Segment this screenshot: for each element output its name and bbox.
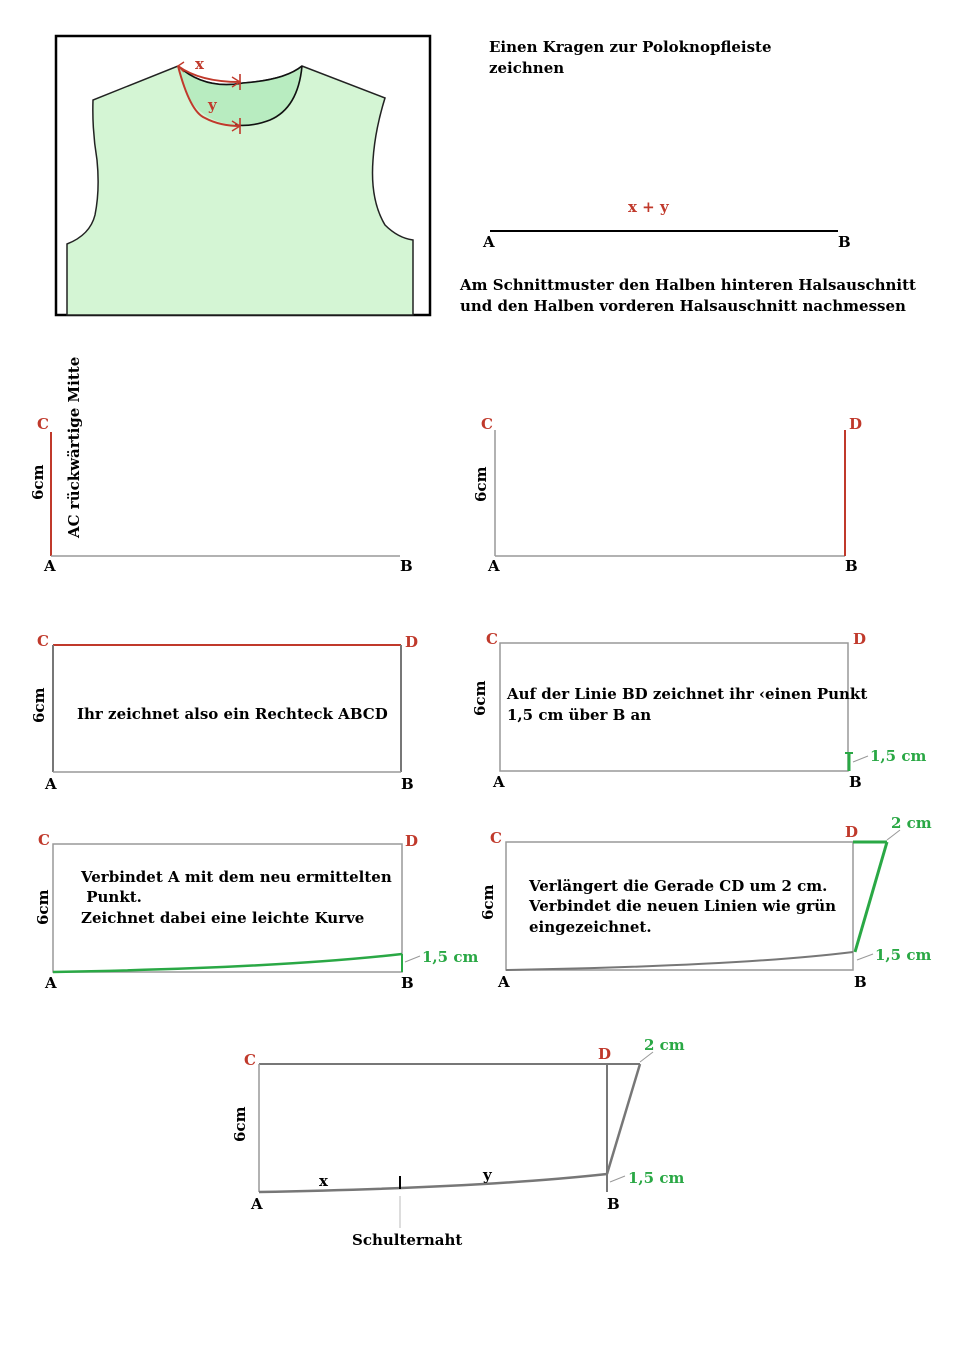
measure-point-a: A: [483, 233, 495, 251]
step6-d: D: [845, 823, 859, 841]
step4-diagram: [471, 630, 926, 791]
step5-height: 6cm: [34, 889, 52, 925]
final-diagram: [231, 1036, 685, 1249]
step3-a: A: [45, 775, 57, 793]
step5-d: D: [405, 832, 419, 850]
step5-text-line3: Zeichnet dabei eine leichte Kurve: [81, 909, 365, 927]
step4-d: D: [853, 630, 867, 648]
final-b: B: [607, 1195, 620, 1213]
step3-d: D: [405, 633, 419, 651]
step2-b: B: [845, 557, 858, 575]
step1-diagram: [29, 357, 413, 575]
measure-point-b: B: [838, 233, 851, 251]
title-line1: Einen Kragen zur Poloknopfleiste: [489, 38, 772, 56]
step3-b: B: [401, 775, 414, 793]
step5-text-line2: Punkt.: [81, 888, 142, 906]
step2-height: 6cm: [472, 466, 490, 502]
final-y: y: [483, 1166, 492, 1184]
step6-curve: [506, 952, 853, 970]
step2-d: D: [849, 415, 863, 433]
step4-offset: 1,5 cm: [870, 747, 927, 765]
step5-text-line1: Verbindet A mit dem neu ermittelten: [81, 868, 392, 886]
title-line2: zeichnen: [489, 59, 565, 77]
measure-label: x + y: [628, 198, 669, 216]
step1-vertical-label: AC rückwärtige Mitte: [65, 356, 83, 538]
instruction-line1: Am Schnittmuster den Halben hinteren Halsauschnitt: [460, 276, 916, 294]
step5-a: A: [45, 974, 57, 992]
final-extension: 2 cm: [644, 1036, 685, 1054]
step3-c: C: [37, 632, 49, 650]
step5-c: C: [38, 831, 50, 849]
step6-b: B: [854, 973, 867, 991]
step4-text-line2: 1,5 cm über B an: [507, 706, 652, 724]
step3-diagram: [30, 632, 418, 793]
step4-c: C: [486, 630, 498, 648]
step6-diagram: [479, 814, 932, 991]
step3-text: Ihr zeichnet also ein Rechteck ABCD: [77, 705, 388, 723]
final-a: A: [251, 1195, 263, 1213]
final-height: 6cm: [231, 1106, 249, 1142]
step4-a: A: [493, 773, 505, 791]
final-offset: 1,5 cm: [628, 1169, 685, 1187]
bodice-illustration: [56, 36, 430, 315]
step6-c: C: [490, 829, 502, 847]
step1-height: 6cm: [29, 464, 47, 500]
step1-b: B: [400, 557, 413, 575]
step1-a: A: [44, 557, 56, 575]
step5-curve: [53, 954, 402, 972]
step1-c: C: [37, 415, 49, 433]
step2-a: A: [488, 557, 500, 575]
final-c: C: [244, 1051, 256, 1069]
step6-extension: 2 cm: [891, 814, 932, 832]
step4-b: B: [849, 773, 862, 791]
step6-text-line2: Verbindet die neuen Linien wie grün: [529, 897, 837, 915]
step6-text-line1: Verlängert die Gerade CD um 2 cm.: [529, 877, 828, 895]
instruction-line2: und den Halben vorderen Halsauschnitt nachmessen: [460, 297, 906, 315]
final-d: D: [598, 1045, 612, 1063]
step6-a: A: [498, 973, 510, 991]
step5-diagram: [34, 831, 478, 992]
step6-height: 6cm: [479, 884, 497, 920]
step3-height: 6cm: [30, 687, 48, 723]
step5-offset: 1,5 cm: [422, 948, 479, 966]
step2-c: C: [481, 415, 493, 433]
step4-text-line1: Auf der Linie BD zeichnet ihr ‹einen Punkt: [507, 685, 868, 703]
final-curve: [259, 1174, 607, 1192]
step4-height: 6cm: [471, 680, 489, 716]
step5-b: B: [401, 974, 414, 992]
step6-text-line3: eingezeichnet.: [529, 918, 652, 936]
step6-offset: 1,5 cm: [875, 946, 932, 964]
step2-diagram: [472, 415, 862, 575]
illustration-label-y: y: [208, 96, 217, 114]
final-x: x: [319, 1172, 328, 1190]
illustration-label-x: x: [195, 55, 204, 73]
final-seam-label: Schulternaht: [352, 1231, 463, 1249]
